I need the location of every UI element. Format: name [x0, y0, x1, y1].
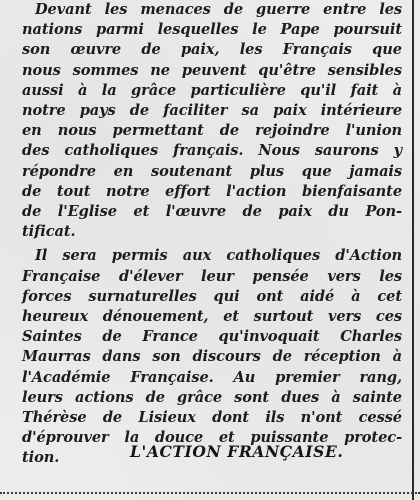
text-line: de l'Eglise et l'œuvre de paix du Pon-	[22, 203, 402, 221]
text-line: d'éprouver la douce et puissante protec-	[22, 429, 402, 447]
text-line: Saintes de France qu'invoquait Charles	[22, 328, 402, 346]
text-line: Devant les menaces de guerre entre les	[35, 1, 402, 18]
text-line: en nous permettant de rejoindre l'union	[22, 122, 402, 140]
text-line: l'Académie Française. Au premier rang,	[22, 368, 402, 386]
text-line: tificat.	[22, 223, 76, 241]
paragraph-1	[22, 0, 402, 242]
text-line: tion.	[22, 449, 60, 467]
text-line: nous sommes ne peuvent qu'être sensibles	[22, 61, 402, 79]
text-line: Maurras dans son discours de réception à	[22, 348, 402, 366]
bottom-dotted-rule	[0, 492, 420, 494]
text-line: heureux dénouement, et surtout vers ces	[22, 308, 402, 326]
text-line: de tout notre effort l'action bienfaisante	[22, 182, 402, 200]
column-rule	[412, 0, 414, 500]
text-line: son œuvre de paix, les Français que	[22, 41, 402, 59]
paragraph-2	[22, 246, 402, 468]
text-line: nations parmi lesquelles le Pape poursuit	[22, 21, 402, 39]
text-line: aussi à la grâce particulière qu'il fait à	[22, 81, 402, 99]
text-line: forces surnaturelles qui ont aidé à cet	[22, 287, 402, 305]
text-line: Thérèse de Lisieux dont ils n'ont cessé	[22, 409, 402, 427]
text-line: leurs actions de grâce sont dues à sainte	[22, 388, 402, 406]
text-line: Il sera permis aux catholiques d'Action	[35, 247, 402, 265]
text-line: Française d'élever leur pensée vers les	[22, 267, 402, 285]
text-line: répondre en soutenant plus que jamais	[22, 162, 402, 180]
article-signature: L'ACTION FRANÇAISE.	[130, 442, 344, 461]
text-line: notre pays de faciliter sa paix intérieure	[22, 102, 402, 120]
text-line: des catholiques français. Nous saurons y	[22, 142, 402, 160]
article-body	[22, 0, 402, 469]
